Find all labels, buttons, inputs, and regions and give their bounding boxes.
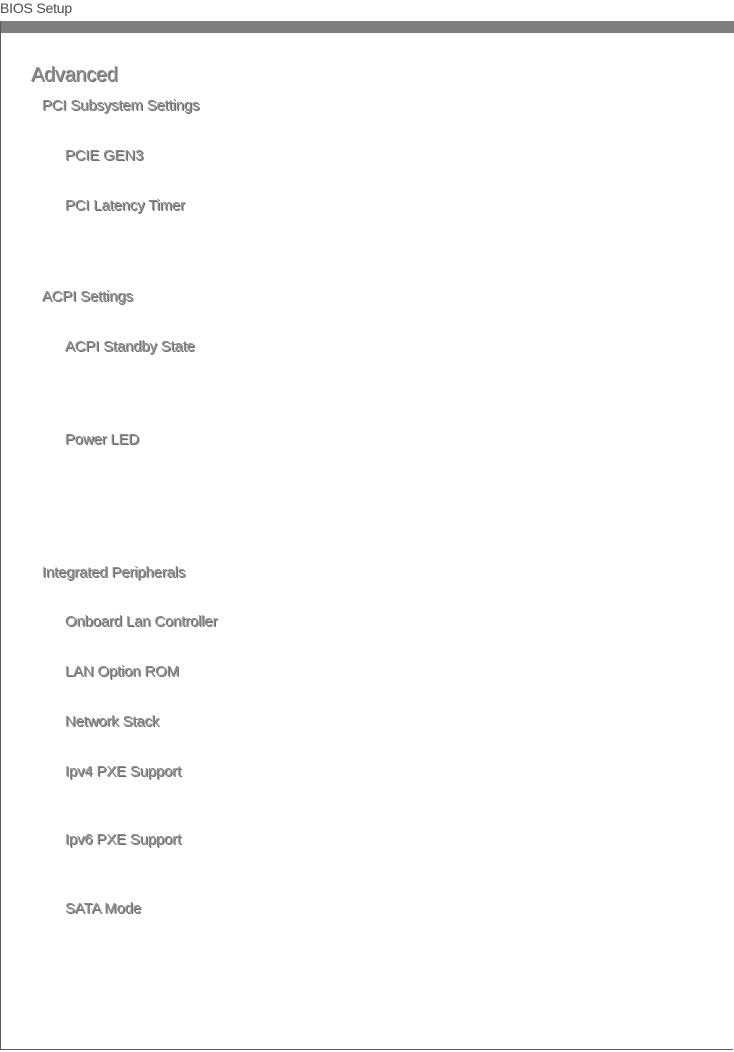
setting-pcie-gen3: PCIE GEN3 <box>65 147 144 164</box>
page-header-title: BIOS Setup <box>0 0 72 16</box>
group-header-acpi: ACPI Settings <box>42 288 133 305</box>
section-title: Advanced <box>31 64 118 86</box>
group-header-pci-subsystem: PCI Subsystem Settings <box>42 97 200 114</box>
setting-onboard-lan-controller: Onboard Lan Controller <box>65 613 218 630</box>
setting-power-led: Power LED <box>65 431 140 448</box>
setting-network-stack: Network Stack <box>65 713 160 730</box>
setting-ipv4-pxe-support: Ipv4 PXE Support <box>65 763 182 780</box>
setting-pci-latency-timer: PCI Latency Timer <box>65 197 185 214</box>
group-header-integrated-peripherals: Integrated Peripherals <box>42 564 186 581</box>
setting-sata-mode: SATA Mode <box>65 900 142 917</box>
setting-lan-option-rom: LAN Option ROM <box>65 663 179 680</box>
setting-acpi-standby-state: ACPI Standby State <box>65 338 195 355</box>
content-frame <box>0 21 733 1050</box>
setting-ipv6-pxe-support: Ipv6 PXE Support <box>65 831 182 848</box>
